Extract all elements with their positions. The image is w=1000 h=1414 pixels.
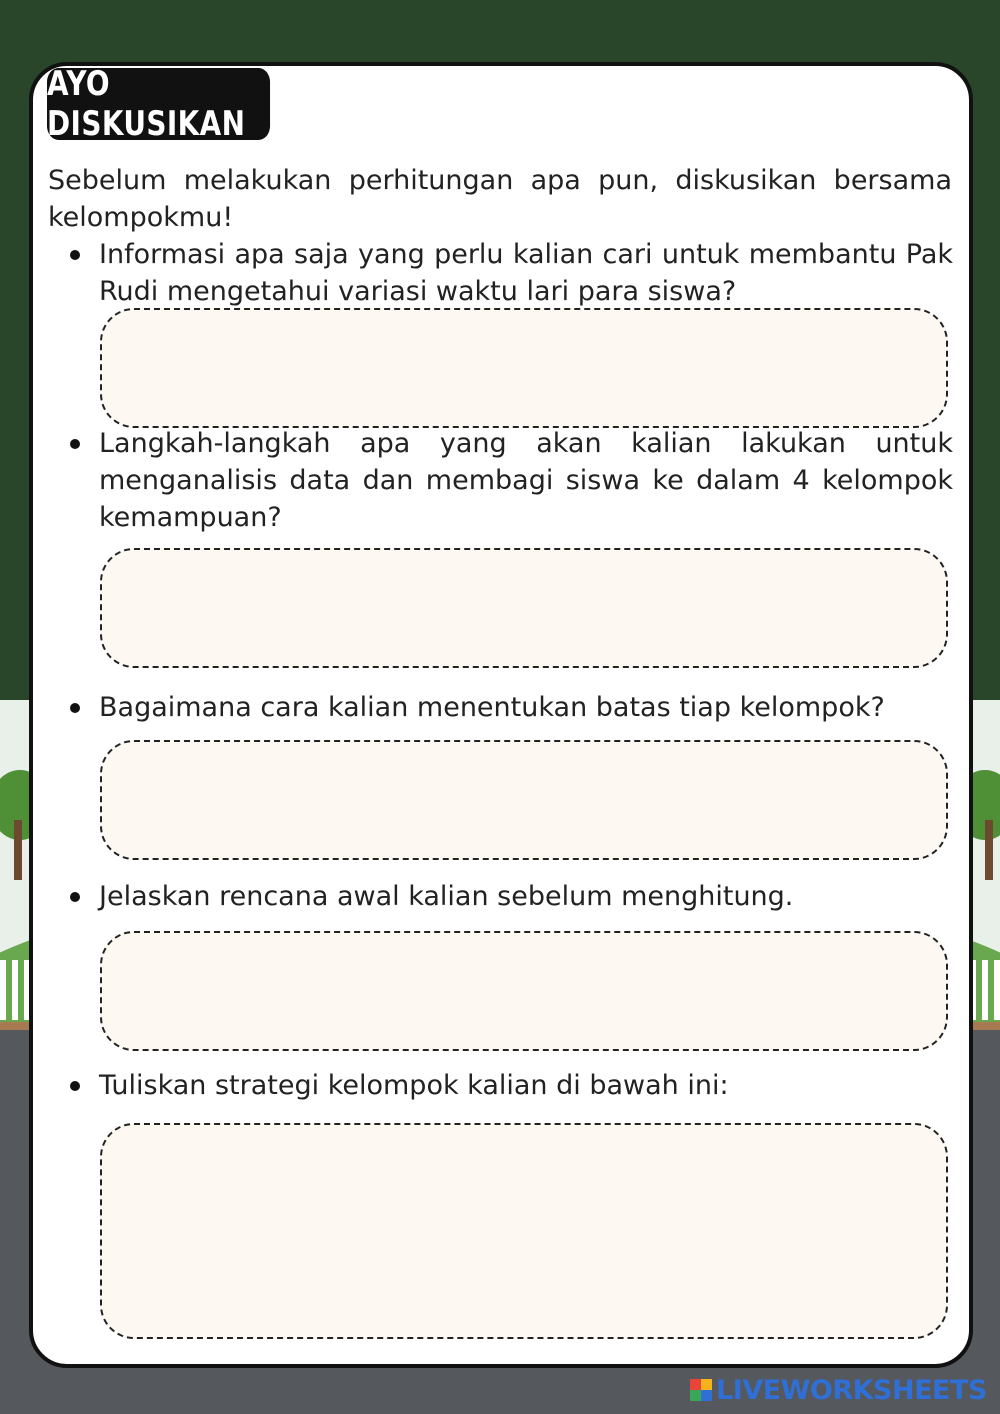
tree-trunk-right	[985, 820, 993, 880]
bullet	[70, 892, 80, 902]
fence-left	[0, 960, 30, 1020]
question-5: Tuliskan strategi kelompok kalian di bawah ini:	[99, 1070, 729, 1101]
answer-box-3[interactable]	[100, 740, 948, 860]
logo-text: LIVEWORKSHEETS	[716, 1374, 987, 1406]
question-2: Langkah-langkah apa yang akan kalian lakukan untuk menganalisis data dan membagi siswa ke dalam 4 kelompok kemampuan?	[99, 428, 953, 533]
tree-trunk-left	[14, 820, 22, 880]
liveworksheets-logo	[690, 1374, 987, 1406]
bullet	[70, 703, 80, 713]
section-heading: AYO DISKUSIKAN	[47, 68, 270, 140]
question-1: Informasi apa saja yang perlu kalian cari untuk membantu Pak Rudi mengetahui variasi waktu lari para siswa?	[99, 239, 953, 307]
intro-text: Sebelum melakukan perhitungan apa pun, diskusikan bersama kelompokmu!	[48, 165, 952, 233]
answer-box-4[interactable]	[100, 931, 948, 1051]
bullet	[70, 439, 80, 449]
fence-right	[970, 960, 1000, 1020]
logo-icon	[690, 1379, 712, 1401]
question-4: Jelaskan rencana awal kalian sebelum menghitung.	[99, 881, 794, 912]
answer-box-1[interactable]	[100, 308, 948, 428]
answer-box-2[interactable]	[100, 548, 948, 668]
answer-box-5[interactable]	[100, 1123, 948, 1339]
bullet	[70, 1081, 80, 1091]
bullet	[70, 250, 80, 260]
question-3: Bagaimana cara kalian menentukan batas tiap kelompok?	[99, 692, 885, 723]
